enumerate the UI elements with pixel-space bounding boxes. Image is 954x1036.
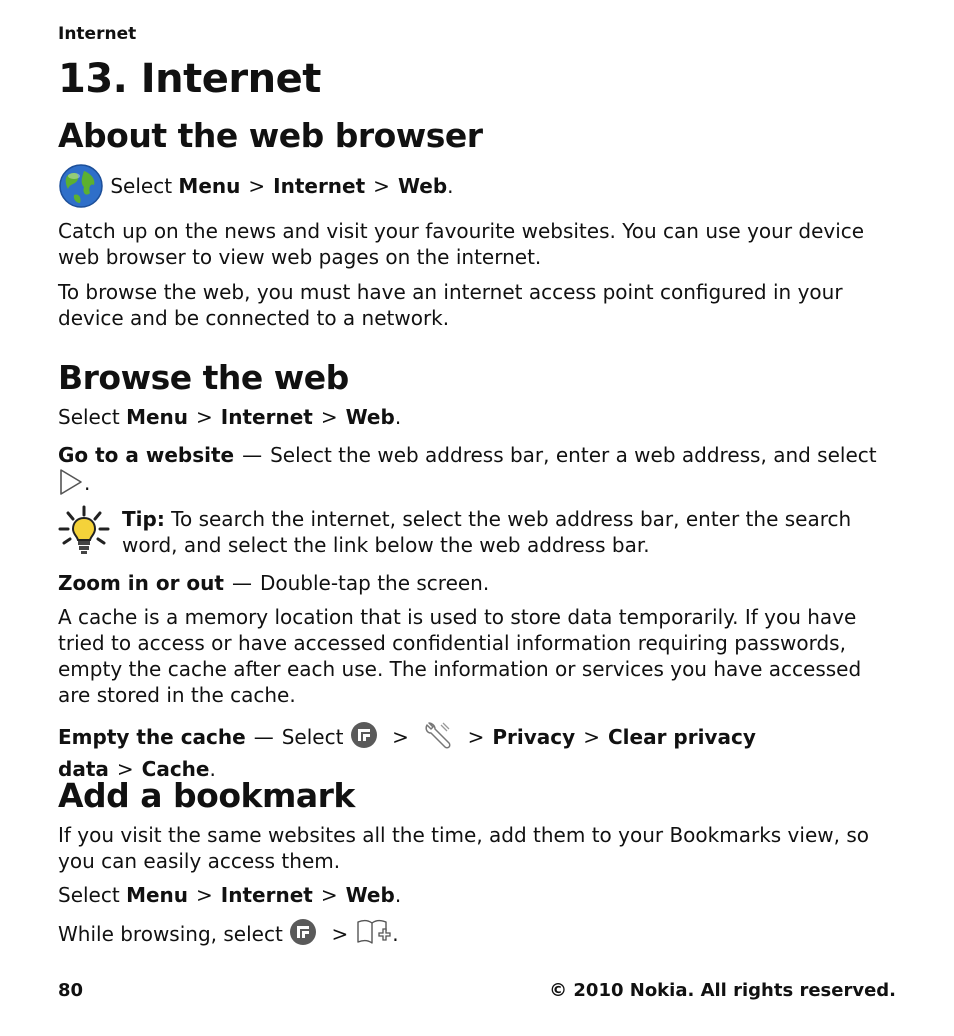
- tip-text: Tip: To search the internet, select the web address bar, enter the search word, and select the link below the web address bar.: [122, 507, 852, 557]
- heading-add-bookmark: Add a bookmark: [58, 776, 355, 815]
- cache-paragraph: A cache is a memory location that is used to store data temporarily. If you have tried to access or have accessed confidential information requiring passwords, empty the cache after each use. The information or services you have accessed are stored in the cache.: [58, 605, 862, 707]
- empty-cache-instruction: Empty the cache — Select > > Privacy > Clear privacy data > Cache.: [58, 720, 898, 782]
- zoom-instruction: Zoom in or out — Double-tap the screen.: [58, 571, 490, 595]
- lightbulb-icon: [58, 505, 110, 557]
- empty-cache-label: Empty the cache: [58, 725, 246, 749]
- page-number: 80: [58, 980, 84, 1001]
- goto-website-instruction: Go to a website — Select the web address bar, enter a web address, and select .: [58, 442, 898, 502]
- chapter-title: 13. Internet: [58, 56, 321, 102]
- globe-icon: [58, 163, 104, 226]
- play-arrow-icon: [58, 468, 84, 502]
- bookmark-menu-path: Select Menu > Internet > Web.: [58, 883, 402, 907]
- about-paragraph-1: Catch up on the news and visit your favourite websites. You can use your device web browser to view web pages on the internet.: [58, 219, 865, 269]
- about-menu-path: Select Menu > Internet > Web.: [58, 162, 898, 226]
- browse-menu-path: Select Menu > Internet > Web.: [58, 405, 402, 429]
- copyright-notice: © 2010 Nokia. All rights reserved.: [549, 980, 896, 1001]
- running-header: Internet: [58, 24, 137, 44]
- tip-label: Tip:: [122, 507, 165, 531]
- about-paragraph-2: To browse the web, you must have an internet access point configured in your device and be connected to a network.: [58, 280, 843, 330]
- heading-about-web-browser: About the web browser: [58, 116, 483, 155]
- while-browsing-instruction: While browsing, select > .: [58, 917, 898, 953]
- bookmark-paragraph: If you visit the same websites all the time, add them to your Bookmarks view, so you can easily access them.: [58, 823, 869, 873]
- heading-browse-web: Browse the web: [58, 358, 349, 397]
- wrench-icon: [423, 720, 453, 756]
- zoom-label: Zoom in or out: [58, 571, 224, 595]
- options-menu-icon: [289, 918, 317, 952]
- add-bookmark-icon: [356, 917, 392, 953]
- goto-website-label: Go to a website: [58, 443, 235, 467]
- options-menu-icon: [350, 721, 378, 755]
